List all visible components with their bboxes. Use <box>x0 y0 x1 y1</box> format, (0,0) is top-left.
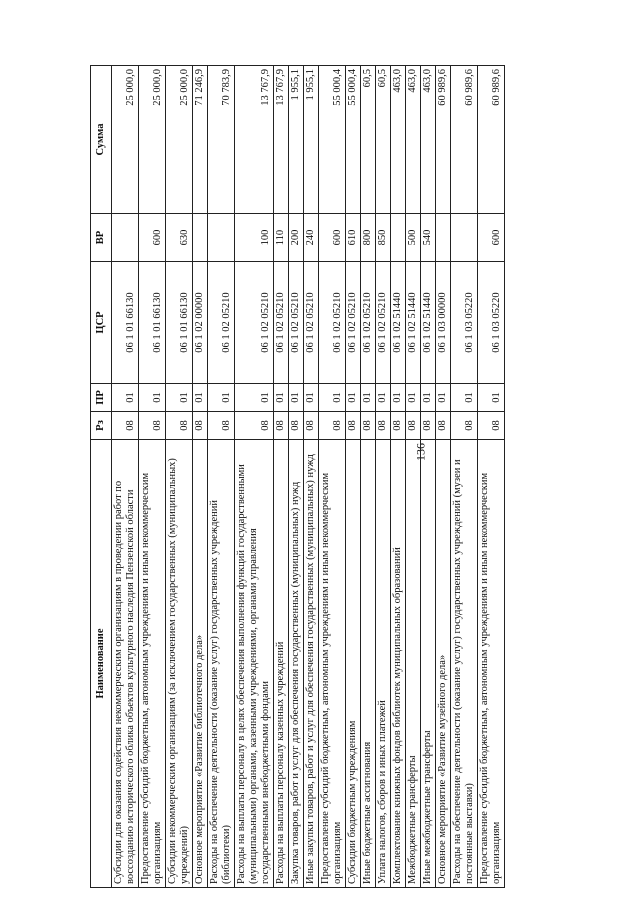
cell-csr: 06 1 02 51440 <box>391 262 406 384</box>
cell-name: Закупка товаров, работ и услуг для обеспечения государственных (муниципальных) нужд <box>289 440 304 888</box>
table-row <box>421 66 436 888</box>
cell-rz: 08 <box>346 412 361 440</box>
cell-vr: 600 <box>319 214 346 262</box>
table-row <box>139 66 166 888</box>
cell-sum: 55 000,4 <box>319 66 346 214</box>
cell-csr: 06 1 03 05220 <box>478 262 505 384</box>
cell-rz: 08 <box>376 412 391 440</box>
cell-pr: 01 <box>166 384 193 412</box>
cell-name: Межбюджетные трансферты <box>406 440 421 888</box>
header-name: Наименование <box>91 440 112 888</box>
cell-vr <box>436 214 451 262</box>
cell-rz: 08 <box>406 412 421 440</box>
table-row <box>406 66 421 888</box>
cell-csr: 06 1 02 05210 <box>235 262 274 384</box>
cell-sum: 463,0 <box>421 66 436 214</box>
cell-pr: 01 <box>421 384 436 412</box>
cell-vr: 630 <box>166 214 193 262</box>
cell-sum: 13 767,9 <box>274 66 289 214</box>
cell-rz: 08 <box>451 412 478 440</box>
cell-pr: 01 <box>235 384 274 412</box>
cell-pr: 01 <box>319 384 346 412</box>
cell-rz: 08 <box>391 412 406 440</box>
cell-csr: 06 1 02 05210 <box>361 262 376 384</box>
table-row <box>346 66 361 888</box>
cell-name: Предоставление субсидий бюджетным, автономным учреждениям и иным некоммерческим организациям <box>478 440 505 888</box>
cell-csr: 06 1 02 05210 <box>289 262 304 384</box>
cell-pr: 01 <box>436 384 451 412</box>
cell-sum: 71 246,9 <box>193 66 208 214</box>
cell-pr: 01 <box>193 384 208 412</box>
cell-pr: 01 <box>376 384 391 412</box>
header-vr: ВР <box>91 214 112 262</box>
cell-vr: 110 <box>274 214 289 262</box>
cell-name: Расходы на выплаты персоналу казенных учреждений <box>274 440 289 888</box>
table-row <box>289 66 304 888</box>
cell-vr: 200 <box>289 214 304 262</box>
cell-csr: 06 1 02 51440 <box>406 262 421 384</box>
cell-pr: 01 <box>274 384 289 412</box>
cell-name: Предоставление субсидий бюджетным, автономным учреждениям и иным некоммерческим организациям <box>139 440 166 888</box>
budget-table <box>90 65 505 888</box>
cell-csr: 06 1 02 05210 <box>376 262 391 384</box>
cell-rz: 08 <box>436 412 451 440</box>
cell-rz: 08 <box>166 412 193 440</box>
cell-pr: 01 <box>361 384 376 412</box>
cell-rz: 08 <box>478 412 505 440</box>
table-row <box>436 66 451 888</box>
header-pr: ПР <box>91 384 112 412</box>
cell-csr: 06 1 02 05210 <box>274 262 289 384</box>
cell-name: Расходы на обеспечение деятельности (оказание услуг) государственных учреждений (музеи и постоянные выставки) <box>451 440 478 888</box>
cell-vr: 100 <box>235 214 274 262</box>
cell-vr: 600 <box>478 214 505 262</box>
cell-vr: 610 <box>346 214 361 262</box>
cell-sum: 70 783,9 <box>208 66 235 214</box>
cell-name: Иные бюджетные ассигнования <box>361 440 376 888</box>
table-row <box>478 66 505 888</box>
cell-vr: 240 <box>304 214 319 262</box>
cell-csr: 06 1 02 00000 <box>193 262 208 384</box>
cell-csr: 06 1 02 05210 <box>304 262 319 384</box>
table-row <box>274 66 289 888</box>
cell-sum: 60,5 <box>361 66 376 214</box>
cell-sum: 25 000,0 <box>112 66 139 214</box>
cell-vr <box>451 214 478 262</box>
cell-rz: 08 <box>235 412 274 440</box>
cell-name: Расходы на обеспечение деятельности (оказание услуг) государственных учреждений (библиотеки) <box>208 440 235 888</box>
cell-csr: 06 1 01 66130 <box>112 262 139 384</box>
cell-vr <box>193 214 208 262</box>
table-row <box>208 66 235 888</box>
cell-rz: 08 <box>289 412 304 440</box>
table-row <box>166 66 193 888</box>
table-row <box>193 66 208 888</box>
cell-sum: 25 000,0 <box>166 66 193 214</box>
cell-name: Комплектование книжных фондов библиотек муниципальных образований <box>391 440 406 888</box>
cell-pr: 01 <box>406 384 421 412</box>
header-sum: Сумма <box>91 66 112 214</box>
cell-csr: 06 1 02 05210 <box>346 262 361 384</box>
header-csr: ЦСР <box>91 262 112 384</box>
cell-pr: 01 <box>451 384 478 412</box>
cell-pr: 01 <box>304 384 319 412</box>
cell-rz: 08 <box>304 412 319 440</box>
cell-name: Субсидии некоммерческим организациям (за исключением государственных (муниципальных) учреждений) <box>166 440 193 888</box>
cell-pr: 01 <box>139 384 166 412</box>
cell-pr: 01 <box>208 384 235 412</box>
cell-sum: 1 955,1 <box>304 66 319 214</box>
table-row <box>361 66 376 888</box>
cell-csr: 06 1 03 05220 <box>451 262 478 384</box>
cell-name: Основное мероприятие «Развитие музейного дела» <box>436 440 451 888</box>
cell-rz: 08 <box>112 412 139 440</box>
rotated-table-wrapper <box>90 66 568 888</box>
cell-vr <box>391 214 406 262</box>
cell-rz: 08 <box>361 412 376 440</box>
cell-pr: 01 <box>112 384 139 412</box>
cell-sum: 13 767,9 <box>235 66 274 214</box>
cell-csr: 06 1 01 66130 <box>166 262 193 384</box>
cell-vr: 500 <box>406 214 421 262</box>
table-row <box>112 66 139 888</box>
cell-vr <box>208 214 235 262</box>
cell-csr: 06 1 02 05210 <box>208 262 235 384</box>
cell-sum: 25 000,0 <box>139 66 166 214</box>
cell-vr <box>112 214 139 262</box>
cell-sum: 60,5 <box>376 66 391 214</box>
cell-pr: 01 <box>346 384 361 412</box>
cell-vr: 600 <box>139 214 166 262</box>
cell-vr: 850 <box>376 214 391 262</box>
table-row <box>376 66 391 888</box>
cell-rz: 08 <box>319 412 346 440</box>
cell-name: Уплата налогов, сборов и иных платежей <box>376 440 391 888</box>
cell-pr: 01 <box>391 384 406 412</box>
page-number: 136 <box>413 443 428 461</box>
cell-sum: 1 955,1 <box>289 66 304 214</box>
cell-sum: 60 989,6 <box>436 66 451 214</box>
cell-name: Субсидии для оказания содействия некоммерческим организациям в проведении работ по воссозданию исторического облика объектов культурного наследия Пензенской области <box>112 440 139 888</box>
cell-pr: 01 <box>289 384 304 412</box>
cell-sum: 463,0 <box>406 66 421 214</box>
cell-rz: 08 <box>274 412 289 440</box>
cell-sum: 55 000,4 <box>346 66 361 214</box>
header-rz: Рз <box>91 412 112 440</box>
cell-rz: 08 <box>208 412 235 440</box>
cell-csr: 06 1 02 05210 <box>319 262 346 384</box>
cell-rz: 08 <box>139 412 166 440</box>
cell-name: Иные закупки товаров, работ и услуг для обеспечения государственных (муниципальных) нужд <box>304 440 319 888</box>
table-row <box>451 66 478 888</box>
cell-vr: 800 <box>361 214 376 262</box>
cell-name: Основное мероприятие «Развитие библиотечного дела» <box>193 440 208 888</box>
cell-name: Субсидии бюджетным учреждениям <box>346 440 361 888</box>
cell-name: Иные межбюджетные трансферты <box>421 440 436 888</box>
cell-vr: 540 <box>421 214 436 262</box>
cell-sum: 60 989,6 <box>451 66 478 214</box>
cell-name: Расходы на выплаты персоналу в целях обеспечения выполнения функций государственными (муниципальными) органами, казенными учреждениями, органами управления государственными внебюджетными фондами <box>235 440 274 888</box>
cell-csr: 06 1 03 00000 <box>436 262 451 384</box>
cell-csr: 06 1 02 51440 <box>421 262 436 384</box>
table-row <box>235 66 274 888</box>
table-row <box>304 66 319 888</box>
cell-name: Предоставление субсидий бюджетным, автономным учреждениям и иным некоммерческим организациям <box>319 440 346 888</box>
cell-csr: 06 1 01 66130 <box>139 262 166 384</box>
table-row <box>391 66 406 888</box>
cell-rz: 08 <box>193 412 208 440</box>
table-row <box>319 66 346 888</box>
cell-sum: 463,0 <box>391 66 406 214</box>
cell-rz: 08 <box>421 412 436 440</box>
cell-pr: 01 <box>478 384 505 412</box>
cell-sum: 60 989,6 <box>478 66 505 214</box>
table-header-row <box>91 66 112 888</box>
table-body <box>112 66 505 888</box>
